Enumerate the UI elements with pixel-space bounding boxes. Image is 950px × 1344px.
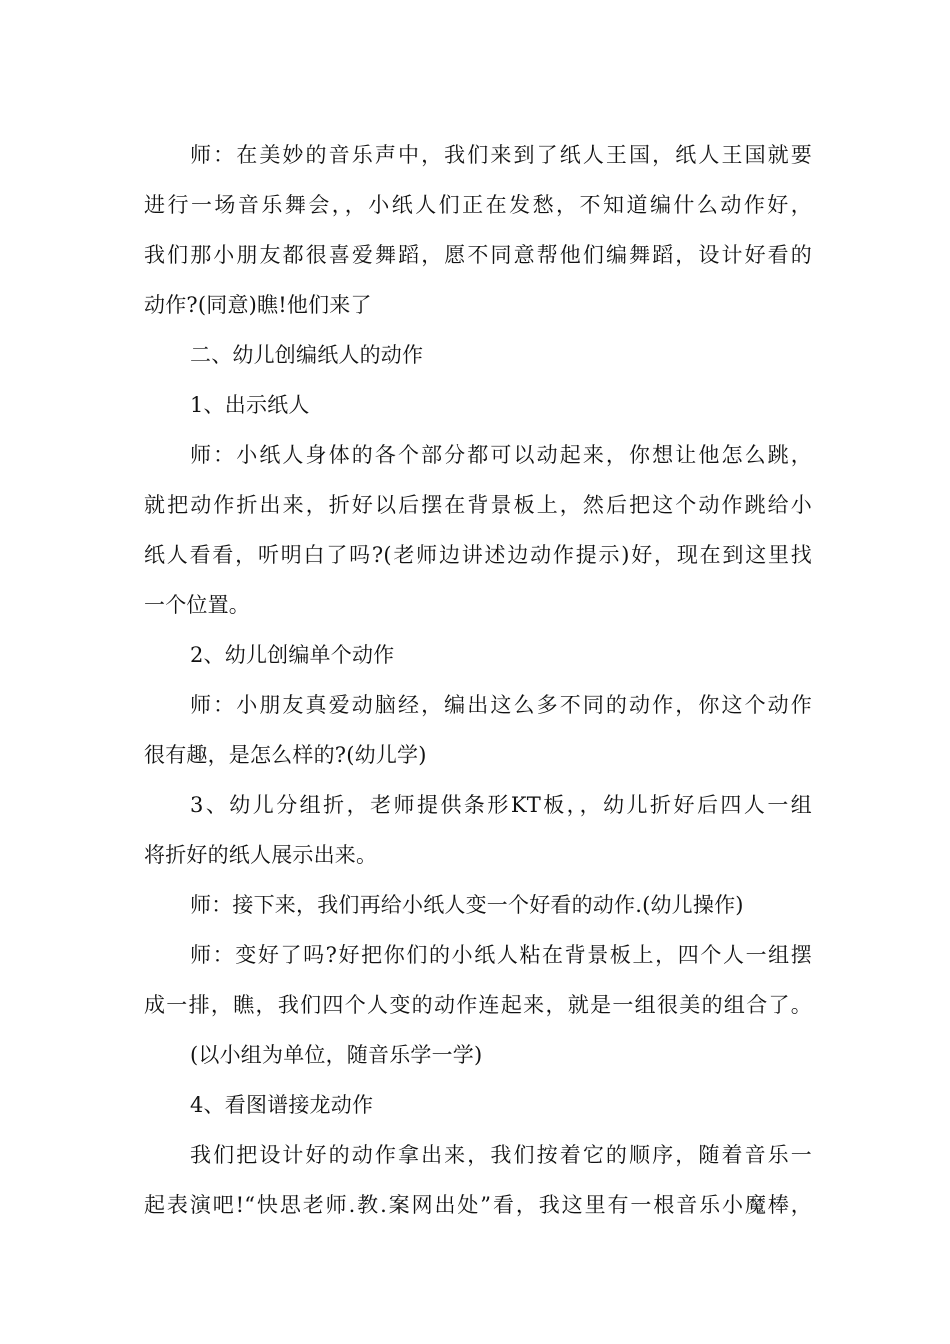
text-line: 师：小朋友真爱动脑经，编出这么多不同的动作，你这个动作	[190, 693, 812, 717]
step-heading: 1、出示纸人	[190, 393, 310, 417]
text-line: 起表演吧!“快思老师.教.案网出处”看，我这里有一根音乐小魔棒，	[144, 1193, 812, 1217]
text-line: 师：小纸人身体的各个部分都可以动起来，你想让他怎么跳，	[190, 443, 812, 467]
text-line: 很有趣，是怎么样的?(幼儿学)	[144, 743, 427, 767]
document-body	[144, 130, 812, 1230]
text-line: 我们把设计好的动作拿出来，我们按着它的顺序，随着音乐一	[190, 1143, 812, 1167]
text-line: 我们那小朋友都很喜爱舞蹈，愿不同意帮他们编舞蹈，设计好看的	[144, 243, 812, 267]
text-line: 动作?(同意)瞧!他们来了	[144, 293, 372, 317]
text-line: 师：变好了吗?好把你们的小纸人粘在背景板上，四个人一组摆	[190, 943, 812, 967]
step-heading: 2、幼儿创编单个动作	[190, 643, 395, 667]
text-line: 师：在美妙的音乐声中，我们来到了纸人王国，纸人王国就要	[190, 143, 812, 167]
text-line: 师：接下来，我们再给小纸人变一个好看的动作.(幼儿操作)	[190, 893, 744, 917]
text-line: 一个位置。	[144, 593, 250, 617]
text-line: (以小组为单位，随音乐学一学)	[190, 1043, 483, 1067]
text-line: 将折好的纸人展示出来。	[144, 843, 378, 867]
step-heading: 3、幼儿分组折，老师提供条形KT板，，幼儿折好后四人一组	[190, 793, 812, 817]
text-line: 纸人看看，听明白了吗?(老师边讲述边动作提示)好，现在到这里找	[144, 543, 812, 567]
text-line: 就把动作折出来，折好以后摆在背景板上，然后把这个动作跳给小	[144, 493, 812, 517]
text-line: 进行一场音乐舞会，，小纸人们正在发愁，不知道编什么动作好，	[144, 193, 812, 217]
text-line: 成一排，瞧，我们四个人变的动作连起来，就是一组很美的组合了。	[144, 993, 812, 1017]
step-heading: 4、看图谱接龙动作	[190, 1093, 374, 1117]
section-heading: 二、幼儿创编纸人的动作	[190, 343, 424, 367]
